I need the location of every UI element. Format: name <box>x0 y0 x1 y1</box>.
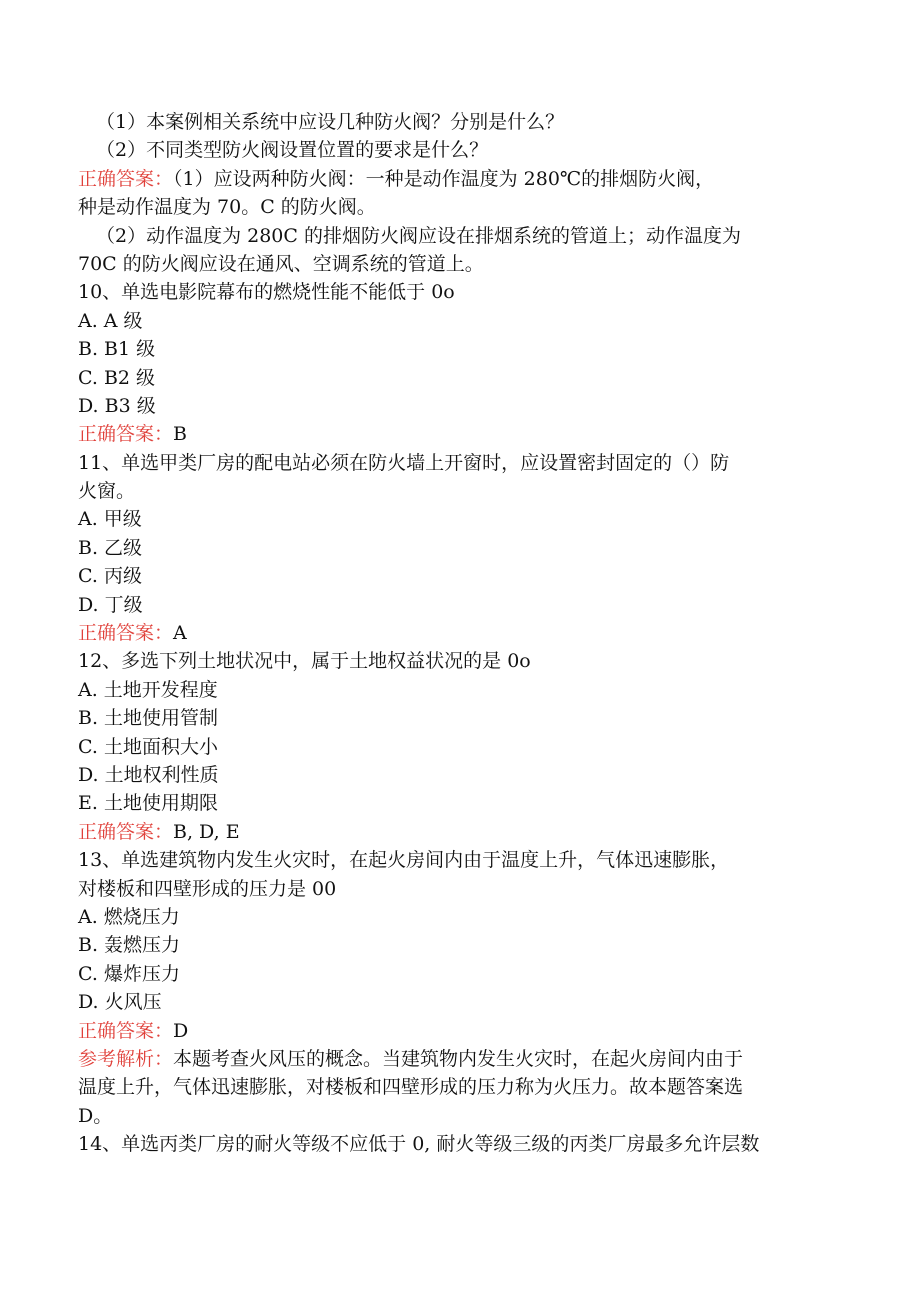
text-line <box>78 392 848 420</box>
line-text: C. 土地面积大小 <box>78 735 218 758</box>
text-line <box>78 1102 848 1130</box>
text-line <box>78 449 848 477</box>
answer-line <box>78 1045 848 1073</box>
text-line <box>78 364 848 392</box>
line-text: D。 <box>78 1104 113 1127</box>
document-body <box>78 108 848 1158</box>
text-line <box>78 250 848 278</box>
line-text: 本题考查火风压的概念。当建筑物内发生火灾时，在起火房间内由于 <box>173 1047 744 1070</box>
line-text: 对楼板和四壁形成的压力是 00 <box>78 877 337 900</box>
answer-line <box>78 818 848 846</box>
text-line <box>78 108 848 136</box>
line-text: D <box>173 1019 189 1042</box>
text-line <box>78 761 848 789</box>
line-text: 14、单选丙类厂房的耐火等级不应低于 0, 耐火等级三级的丙类厂房最多允许层数 <box>78 1133 760 1156</box>
line-text: C. B2 级 <box>78 366 156 389</box>
line-text: C. 丙级 <box>78 565 142 588</box>
text-line <box>78 903 848 931</box>
line-text: （1）应设两种防火阀：一种是动作温度为 280℃的排烟防火阀， <box>173 167 715 190</box>
answer-label: 正确答案： <box>78 167 174 190</box>
line-text: 火窗。 <box>78 480 136 503</box>
text-line <box>78 222 848 250</box>
answer-label: 正确答案： <box>78 622 174 645</box>
line-text: A. A 级 <box>78 309 143 332</box>
line-text: D. 丁级 <box>78 593 143 616</box>
text-line <box>78 960 848 988</box>
text-line <box>78 335 848 363</box>
text-line <box>78 1130 848 1158</box>
text-line <box>78 307 848 335</box>
answer-line <box>78 619 848 647</box>
line-text: A <box>173 622 187 645</box>
text-line <box>78 505 848 533</box>
text-line <box>78 875 848 903</box>
text-line <box>78 704 848 732</box>
line-text: 11、单选甲类厂房的配电站必须在防火墙上开窗时，应设置密封固定的（）防 <box>78 451 730 474</box>
line-text: （2）不同类型防火阀设置位置的要求是什么？ <box>96 139 489 162</box>
line-text: D. 火风压 <box>78 991 162 1014</box>
line-text: B <box>173 423 187 446</box>
line-text: 70C 的防火阀应设在通风、空调系统的管道上。 <box>78 252 484 275</box>
line-text: D. 土地权利性质 <box>78 763 219 786</box>
text-line <box>78 1073 848 1101</box>
text-line <box>78 647 848 675</box>
answer-label: 参考解析： <box>78 1047 174 1070</box>
text-line <box>78 562 848 590</box>
line-text: （1）本案例相关系统中应设几种防火阀？分别是什么？ <box>96 111 565 133</box>
text-line <box>78 931 848 959</box>
line-text: 温度上升，气体迅速膨胀，对楼板和四壁形成的压力称为火压力。故本题答案选 <box>78 1076 744 1099</box>
text-line <box>78 136 848 164</box>
line-text: 12、多选下列土地状况中，属于土地权益状况的是 0o <box>78 650 531 673</box>
answer-label: 正确答案： <box>78 820 174 843</box>
answer-label: 正确答案： <box>78 423 174 446</box>
text-line <box>78 676 848 704</box>
line-text: A. 燃烧压力 <box>78 905 180 928</box>
line-text: 种是动作温度为 70。C 的防火阀。 <box>78 196 376 219</box>
text-line <box>78 477 848 505</box>
text-line <box>78 846 848 874</box>
line-text: D. B3 级 <box>78 394 156 417</box>
answer-line <box>78 420 848 448</box>
text-line <box>78 278 848 306</box>
line-text: （2）动作温度为 280C 的排烟防火阀应设在排烟系统的管道上；动作温度为 <box>96 224 741 247</box>
line-text: A. 甲级 <box>78 508 142 531</box>
line-text: 13、单选建筑物内发生火灾时，在起火房间内由于温度上升，气体迅速膨胀， <box>78 849 730 872</box>
text-line <box>78 988 848 1016</box>
answer-line <box>78 1017 848 1045</box>
line-text: 10、单选电影院幕布的燃烧性能不能低于 0o <box>78 281 455 304</box>
text-line <box>78 789 848 817</box>
line-text: B. 乙级 <box>78 536 143 559</box>
line-text: C. 爆炸压力 <box>78 962 180 985</box>
answer-line <box>78 165 848 193</box>
text-line <box>78 591 848 619</box>
text-line <box>78 534 848 562</box>
line-text: B. B1 级 <box>78 338 156 361</box>
line-text: E. 土地使用期限 <box>78 792 218 815</box>
line-text: B. 轰燃压力 <box>78 934 181 957</box>
line-text: B, D, E <box>173 820 240 843</box>
text-line <box>78 733 848 761</box>
answer-label: 正确答案： <box>78 1019 174 1042</box>
text-line <box>78 193 848 221</box>
line-text: B. 土地使用管制 <box>78 707 219 730</box>
line-text: A. 土地开发程度 <box>78 678 218 701</box>
